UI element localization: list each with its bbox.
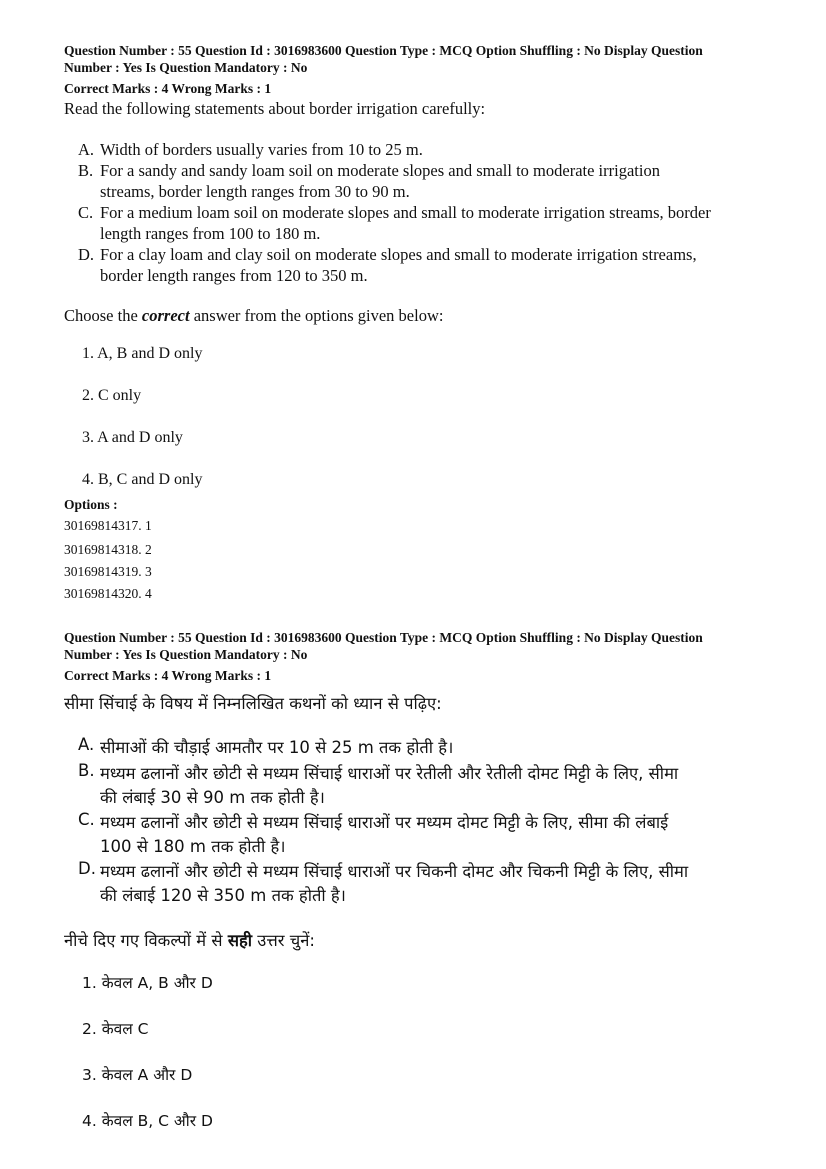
option-id-2: 30169814318. 2	[64, 542, 152, 557]
option-id-4: 30169814320. 4	[64, 586, 152, 601]
answer-option-2: 2. C only	[82, 387, 142, 404]
answer-option-1: 1. केवल A, B और D	[82, 974, 213, 992]
statement-letter: C.	[78, 810, 95, 829]
statement-text: मध्यम ढलानों और छोटी से मध्यम सिंचाई धाराओं पर रेतीली और रेतीली दोमट मिट्टी के लिए, सीमा	[100, 764, 679, 783]
statement-text-cont: की लंबाई 30 से 90 m तक होती है।	[100, 788, 325, 807]
statement-text: मध्यम ढलानों और छोटी से मध्यम सिंचाई धाराओं पर मध्यम दोमट मिट्टी के लिए, सीमा की लंबाई	[100, 813, 669, 832]
statement-d	[0, 244, 826, 286]
statement-b	[0, 761, 826, 809]
statement-text-cont: border length ranges from 120 to 350 m.	[100, 266, 368, 285]
question-meta-line-1: Question Number : 55 Question Id : 3016983600 Question Type : MCQ Option Shuffling : No Display Question	[64, 630, 703, 645]
choose-instruction	[64, 305, 443, 326]
choose-post: answer from the options given below:	[189, 306, 444, 325]
statement-c	[0, 202, 826, 244]
statement-text: For a medium loam soil on moderate slopes and small to moderate irrigation streams, border	[100, 203, 711, 222]
options-label: Options :	[64, 497, 118, 512]
question-marks: Correct Marks : 4 Wrong Marks : 1	[64, 81, 272, 96]
statement-letter: C.	[78, 203, 94, 222]
statement-text: For a clay loam and clay soil on moderate slopes and small to moderate irrigation streams,	[100, 245, 697, 264]
choose-post: उत्तर चुनें:	[252, 931, 315, 950]
statement-text: सीमाओं की चौड़ाई आमतौर पर 10 से 25 m तक होती है।	[100, 738, 454, 757]
question-meta-line-2: Number : Yes Is Question Mandatory : No	[64, 647, 308, 662]
statement-a	[0, 139, 826, 160]
statement-text-cont: streams, border length ranges from 30 to 90 m.	[100, 182, 410, 201]
statement-letter: A.	[78, 735, 95, 754]
choose-emphasis: सही	[227, 931, 253, 950]
answer-option-3: 3. A and D only	[82, 429, 183, 446]
statement-text: For a sandy and sandy loam soil on moderate slopes and small to moderate irrigation	[100, 161, 660, 180]
statement-letter: B.	[78, 161, 94, 180]
statement-d	[0, 859, 826, 907]
statement-letter: A.	[78, 140, 95, 159]
statement-letter: D.	[78, 859, 96, 878]
answer-option-3: 3. केवल A और D	[82, 1066, 193, 1084]
question-meta-line-1: Question Number : 55 Question Id : 3016983600 Question Type : MCQ Option Shuffling : No Display Question	[64, 43, 703, 58]
choose-pre: नीचे दिए गए विकल्पों में से	[64, 931, 228, 950]
statement-a	[0, 735, 826, 759]
statement-b	[0, 160, 826, 202]
question-text: सीमा सिंचाई के विषय में निम्नलिखित कथनों को ध्यान से पढ़िए:	[64, 694, 442, 713]
statement-text: मध्यम ढलानों और छोटी से मध्यम सिंचाई धाराओं पर चिकनी दोमट और चिकनी मिट्टी के लिए, सीमा	[100, 862, 689, 881]
statement-text-cont: 100 से 180 m तक होती है।	[100, 837, 286, 856]
choose-emphasis: correct	[141, 306, 190, 325]
statement-letter: B.	[78, 761, 95, 780]
answer-option-4: 4. B, C and D only	[82, 471, 203, 488]
option-id-3: 30169814319. 3	[64, 564, 152, 579]
option-id-1: 30169814317. 1	[64, 518, 152, 533]
statement-letter: D.	[78, 245, 95, 264]
answer-option-1: 1. A, B and D only	[82, 345, 203, 362]
choose-instruction	[64, 928, 315, 951]
statement-text-cont: length ranges from 100 to 180 m.	[100, 224, 321, 243]
question-marks: Correct Marks : 4 Wrong Marks : 1	[64, 668, 272, 683]
choose-pre: Choose the	[64, 306, 142, 325]
question-text: Read the following statements about border irrigation carefully:	[64, 99, 486, 118]
question-meta-line-2: Number : Yes Is Question Mandatory : No	[64, 60, 308, 75]
statement-text-cont: की लंबाई 120 से 350 m तक होती है।	[100, 886, 346, 905]
answer-option-2: 2. केवल C	[82, 1020, 149, 1038]
answer-option-4: 4. केवल B, C और D	[82, 1112, 213, 1130]
statement-text: Width of borders usually varies from 10 to 25 m.	[100, 140, 423, 159]
statement-c	[0, 810, 826, 858]
